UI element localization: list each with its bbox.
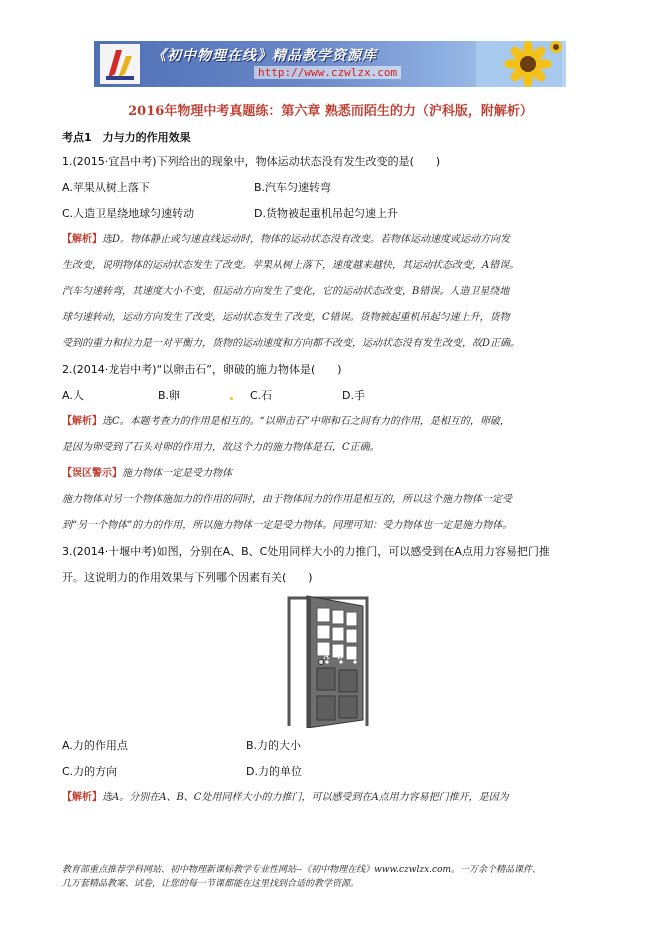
q2-warning-line: 到“另一个物体”的力的作用，所以施力物体一定是受力物体。同理可知：受力物体也一定是施力物体。 — [62, 520, 513, 531]
q3-option-a: A.力的作用点 — [62, 739, 128, 752]
q1-option-a: A.苹果从树上落下 — [62, 181, 150, 194]
analysis-tag: 【解析】 — [62, 416, 102, 427]
q3-analysis-line — [62, 790, 509, 806]
site-logo — [100, 44, 140, 84]
point-b-label: B — [337, 651, 344, 661]
q1-option-d: D.货物被起重机吊起匀速上升 — [254, 207, 398, 220]
q1-analysis-line: 受到的重力和拉力是一对平衡力，货物的运动速度和方向都不改变，运动状态没有发生改变，故D正确。 — [62, 338, 521, 349]
q3-analysis-text: 选A。分别在A、B、C处用同样大小的力推门，可以感受到在A点用力容易把门推开，是因为 — [102, 792, 509, 803]
q3-option-d: D.力的单位 — [246, 765, 302, 778]
analysis-tag: 【解析】 — [62, 792, 102, 803]
q2-option-d: D.手 — [342, 389, 365, 402]
q3-option-c: C.力的方向 — [62, 765, 118, 778]
point-c-label: C — [351, 651, 358, 661]
q1-analysis-line: 球匀速转动，运动方向发生了改变，运动状态发生了改变，C错误。货物被起重机吊起匀速上升，货物 — [62, 312, 510, 323]
q3-stem-line: 开。这说明力的作用效果与下列哪个因素有关( ) — [62, 571, 313, 584]
q1-option-b: B.汽车匀速转弯 — [254, 181, 332, 194]
footer-line: 教育部重点推荐学科网站、初中物理新课标教学专业性网站--《初中物理在线》www.czwlzx.com。一万余个精品课件、 — [62, 865, 542, 875]
q2-option-a: A.人 — [62, 389, 84, 402]
header-banner — [94, 41, 566, 87]
q1-analysis-line: 汽车匀速转弯，其速度大小不变，但运动方向发生了变化，它的运动状态改变，B错误。人造卫星绕地 — [62, 286, 510, 297]
point-a-label: A — [323, 651, 330, 661]
q1-analysis-line: 生改变，说明物体的运动状态发生了改变。苹果从树上落下，速度越来越快，其运动状态改变，A错误。 — [62, 260, 520, 271]
q1-stem: 1.(2015·宜昌中考)下列给出的现象中，物体运动状态没有发生改变的是( ) — [62, 155, 441, 168]
q2-option-c: C.石 — [250, 389, 273, 402]
warning-tag: 【误区警示】 — [62, 468, 122, 479]
q2-analysis-text: 选C。本题考查力的作用是相互的。“以卵击石”中卵和石之间有力的作用，是相互的，卵破， — [102, 416, 510, 427]
q3-option-b: B.力的大小 — [246, 739, 302, 752]
footer-line: 几万套精品教案、试卷，让您的每一节课都能在这里找到合适的教学资源。 — [62, 879, 360, 889]
sunflower-decoration — [476, 41, 562, 87]
door-figure — [287, 592, 373, 728]
q2-warning-line: 施力物体对另一个物体施加力的作用的同时，由于物体间力的作用是相互的，所以这个施力物体一定受 — [62, 494, 512, 505]
banner-title: 《初中物理在线》精品教学资源库 — [152, 48, 377, 64]
q1-option-c: C.人造卫星绕地球匀速转动 — [62, 207, 195, 220]
q2-option-b: B.卵 — [158, 389, 181, 402]
q2-warning-line — [62, 466, 232, 482]
analysis-tag: 【解析】 — [62, 234, 102, 245]
document-title: 2016年物理中考真题练：第六章 熟悉而陌生的力（沪科版，附解析） — [128, 104, 533, 119]
q3-stem-line: 3.(2014·十堰中考)如图，分别在A、B、C处用同样大小的力推门，可以感受到在A点用力容易把门推 — [62, 545, 550, 558]
stray-dot — [230, 397, 233, 400]
q2-analysis-line — [62, 414, 510, 430]
q1-analysis-line — [62, 232, 510, 248]
q2-analysis-line: 是因为卵受到了石头对卵的作用力，故这个力的施力物体是石，C正确。 — [62, 442, 380, 453]
q1-analysis-text: 选D。物体静止或匀速直线运动时，物体的运动状态没有改变。若物体运动速度或运动方向发 — [102, 234, 511, 245]
q2-stem: 2.(2014·龙岩中考)“以卵击石”，卵破的施力物体是( ) — [62, 363, 342, 376]
banner-url: http://www.czwlzx.com — [254, 66, 401, 79]
section-heading: 考点1 力与力的作用效果 — [62, 131, 191, 144]
warning-title: 施力物体一定是受力物体 — [122, 468, 232, 479]
